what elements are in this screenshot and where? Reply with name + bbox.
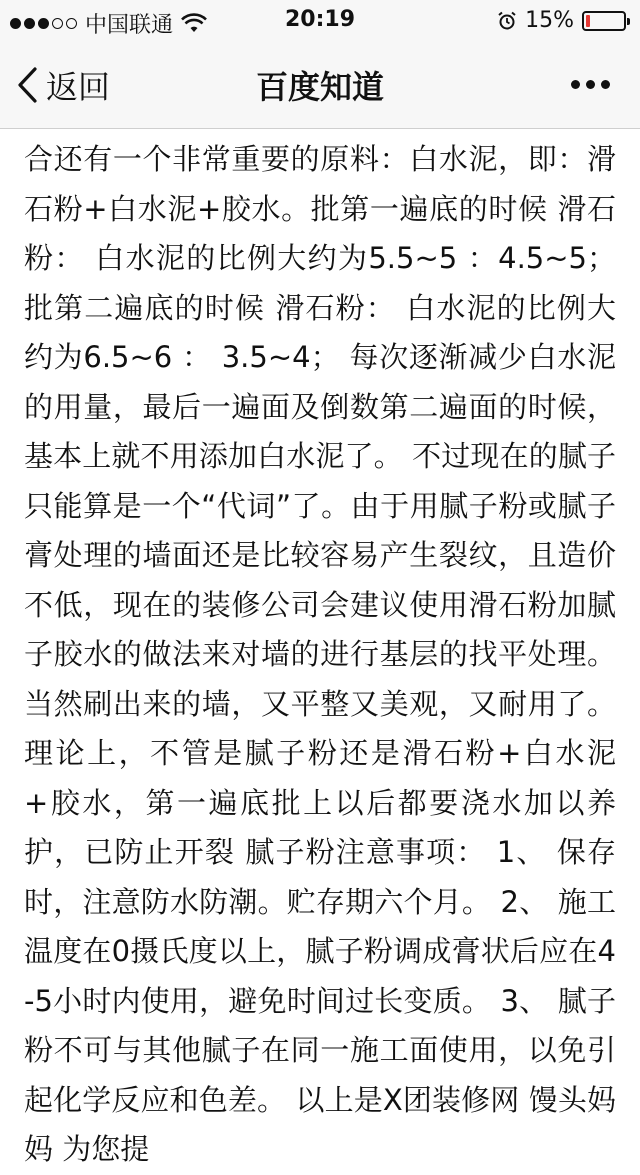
more-button[interactable] (571, 80, 610, 89)
page-title: 百度知道 (255, 68, 384, 106)
battery-fill (586, 15, 590, 27)
more-dots-icon (601, 80, 610, 89)
more-dots-icon (586, 80, 595, 89)
alarm-icon (497, 11, 517, 31)
status-bar (0, 0, 640, 40)
back-label: 返回 (46, 68, 111, 106)
status-time: 20:19 (284, 7, 356, 32)
carrier-name: 中国联通 (85, 13, 174, 38)
battery-icon (582, 11, 626, 31)
status-right (497, 8, 626, 33)
battery-percent: 15% (525, 8, 574, 33)
more-dots-icon (571, 80, 580, 89)
article-content[interactable] (0, 129, 640, 1166)
article-text: 合还有一个非常重要的原料：白水泥，即：滑石粉+白水泥+胶水。批第一遍底的时候 滑石粉： 白水泥的比例大约为5.5~5 ：4.5~5； 批第二遍底的时候 滑石粉： 白水泥的比例大约为6.5~6 ： 3.5~4； 每次逐渐减少白水泥的用量，最后一遍面及倒数第二遍面的时候，基本上就不用添加白水泥了。 不过现在的腻子只能算是一个“代词”了。由于用腻子粉或腻子膏处理的墙面还是比较容易产生裂纹，且造价不低，现在的装修公司会建议使用滑石粉加腻子胶水的做法来对墙的进行基层的找平处理。当然刷出来的墙，又平整又美观，又耐用了。 理论上，不管是腻子粉还是滑石粉+白水泥+胶水，第一遍底批上以后都要浇水加以养护，已防止开裂 腻子粉注意事项： 1、 保存时，注意防水防潮。贮存期六个月。 2、 施工温度在0摄氏度以上，腻子粉调成膏状后应在4-5小时内使用，避免时间过长变质。 3、 腻子粉不可与其他腻子在同一施工面使用，以免引起化学反应和色差。 以上是X团装修网 馒头妈妈 为您提 (24, 142, 616, 1166)
navigation-bar (0, 40, 640, 129)
